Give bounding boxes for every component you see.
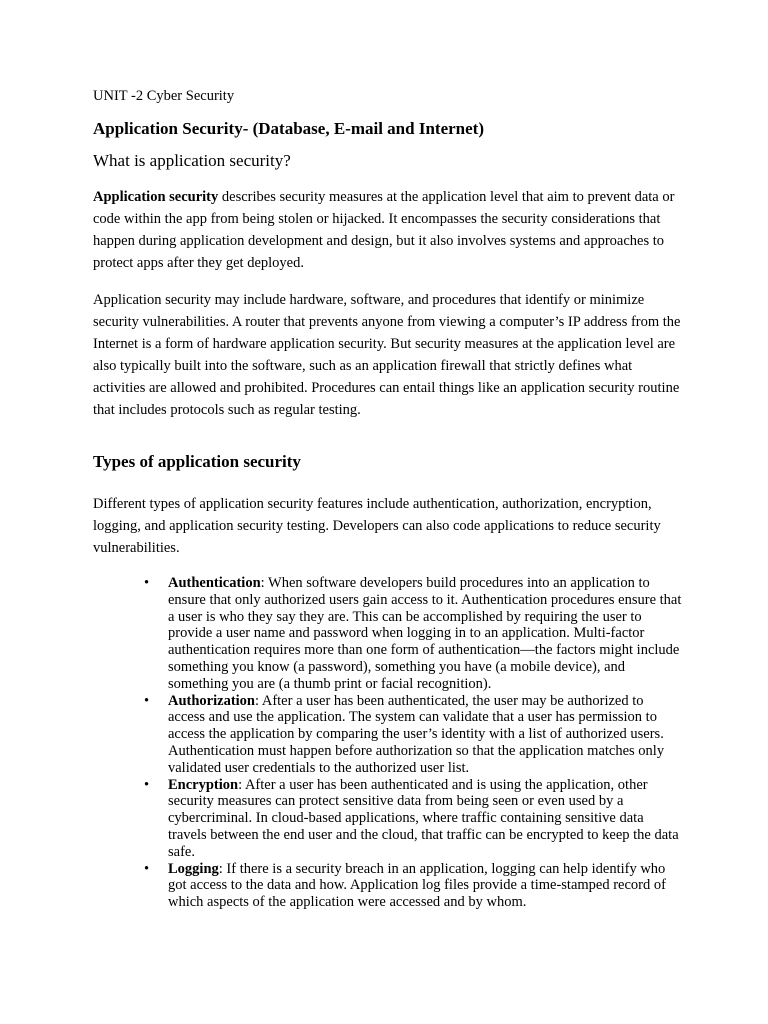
list-item-authorization	[144, 692, 683, 777]
list-item-text: : If there is a security breach in an application, logging can help identify who got access to the data and how. Application log files provide a time-stamped record of which aspects of the application were accessed and by whom.	[168, 860, 666, 911]
list-item-encryption	[144, 776, 683, 861]
types-intro-paragraph: Different types of application security features include authentication, authorization, encryption, logging, and application security testing. Developers can also code applications to reduce security vulnerabilities.	[93, 496, 661, 556]
document-page	[93, 86, 683, 911]
list-item-text: : After a user has been authenticated and is using the application, other security measures can protect sensitive data from being seen or even used by a cybercriminal. In cloud-based applications, where traffic containing sensitive data travels between the end user and the cloud, that traffic can be encrypted to keep the data safe.	[168, 776, 679, 860]
intro-term: Application security	[93, 189, 219, 205]
intro-paragraph	[93, 186, 683, 274]
intro-paragraph-2: Application security may include hardware, software, and procedures that identify or minimize security vulnerabilities. A router that prevents anyone from viewing a computer’s IP address from the Internet is a form of hardware application security. But security measures at the application level are also typically built into the software, such as an application firewall that strictly defines what activities are allowed and prohibited. Procedures can entail things like an application security routine that includes protocols such as regular testing.	[93, 292, 681, 418]
list-item-term: Encryption	[168, 776, 239, 793]
types-list	[93, 575, 683, 911]
bullet-icon: •	[144, 692, 150, 709]
unit-label: UNIT -2 Cyber Security	[93, 88, 235, 104]
list-item-logging	[144, 860, 683, 911]
list-item-authentication	[144, 575, 683, 693]
types-heading: Types of application security	[93, 452, 301, 471]
list-item-term: Authorization	[168, 692, 255, 709]
intro-definition: describes security measures at the application level that aim to prevent data or code within the app from being stolen or hijacked. It encompasses the security considerations that happen during application development and design, but it also involves systems and approaches to protect apps after they get deployed.	[93, 189, 675, 271]
document-title: Application Security- (Database, E-mail and Internet)	[93, 119, 484, 138]
list-item-term: Logging	[168, 860, 219, 877]
bullet-icon: •	[144, 575, 150, 591]
bullet-icon: •	[144, 776, 150, 793]
list-item-text: : When software developers build procedures into an application to ensure that only authorized users gain access to it. Authentication procedures ensure that a user is who they say they are. This can be accomplished by requiring the user to provide a user name and password when logging in to an application. Multi-factor authentication requires more than one form of authentication—the factors might include something you know (a password), something you have (a mobile device), and something you are (a thumb print or facial recognition).	[168, 575, 682, 692]
list-item-term: Authentication	[168, 575, 261, 591]
question-heading: What is application security?	[93, 151, 291, 170]
list-item-text: : After a user has been authenticated, the user may be authorized to access and use the application. The system can validate that a user has permission to access the application by comparing the user’s identity with a list of authorized users. Authentication must happen before authorization so that the application matches only validated user credentials to the authorized user list.	[168, 692, 665, 776]
bullet-icon: •	[144, 860, 150, 877]
